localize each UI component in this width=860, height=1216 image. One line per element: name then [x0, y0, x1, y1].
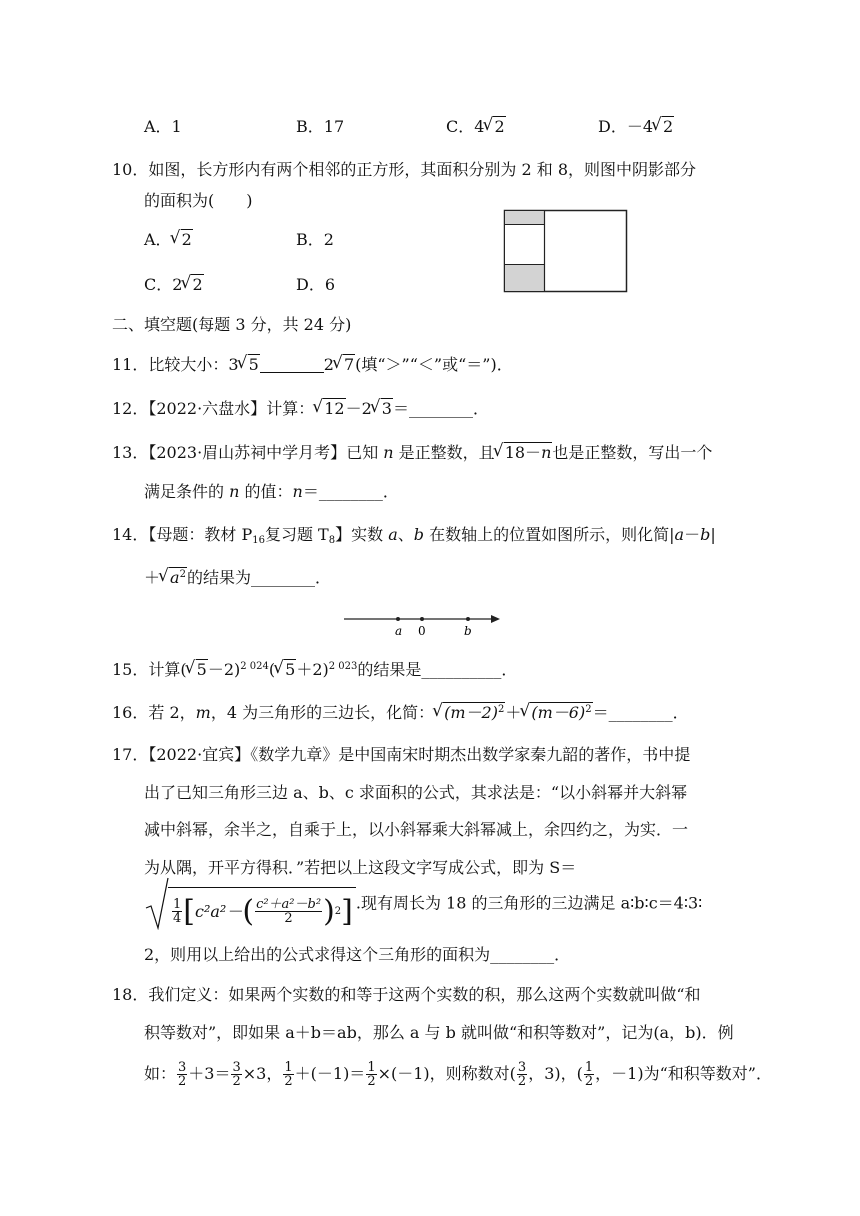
point-b: [466, 617, 470, 621]
q10-option-c: C．2√ 2: [144, 275, 204, 295]
shaded-strip-top: [505, 211, 545, 225]
q9-option-d: D．－4√ 2: [598, 117, 674, 137]
q18-line1: 18．我们定义：如果两个实数的和等于这两个实数的积，那么这两个实数就叫做“和: [112, 985, 701, 1004]
q10-line1: 10．如图，长方形内有两个相邻的正方形，其面积分别为 2 和 8，则图中阴影部分: [112, 160, 696, 179]
q10-option-a: A．√ 2: [144, 230, 193, 250]
label-b: b: [464, 624, 472, 638]
q9-option-c: C．4√ 2: [446, 117, 506, 137]
q17-line4: 为从隅，开平方得积．”若把以上这段文字写成公式，即为 S＝: [144, 858, 577, 877]
q17-line1: 17．【2022·宜宾】《数学九章》是中国南宋时期杰出数学家秦九韶的著作，书中提: [112, 745, 691, 764]
label-a: a: [395, 624, 403, 638]
q9-option-a: A．1: [144, 117, 182, 136]
q17-line6: 2，则用以上给出的公式求得这个三角形的面积为________．: [144, 945, 571, 964]
shaded-strip-bottom: [505, 265, 545, 292]
q16: 16．若 2，m，4 为三角形的三边长，化简：√ $(m-2)^2+√$ $(m-6)^2=\_\_\_\_\_\_\_\_$．: [112, 703, 689, 723]
q15: 15．计算(√ 5－2)$^{2 024}$(√ 5＋2)$^{2 023}$的结果是__________．: [112, 660, 517, 680]
q18-line2: 积等数对”，即如果 a＋b＝ab，那么 a 与 b 就叫做“和积等数对”，记为(a，b)．例: [144, 1023, 734, 1042]
q10-rectangle-figure: [503, 209, 629, 295]
q14-number-line: [340, 610, 504, 638]
q11: 11．比较大小：3√ 5 2√ 7(填“＞”“＜”或“＝”)．: [112, 355, 513, 375]
q18-line3: 如： $\frac{3}{2}$ ＋3＝ $\frac{3}{2}$ ×3， $\frac{1}{2}$ ＋(－1)＝ $\frac{1}{2}$ ×(－1)，则称数对( $\frac{3}{2}$ ，3)，( $\frac{1}{2}$ ，－1)为“和积等数对”．: [144, 1060, 772, 1089]
q17-line3: 减中斜幂，余半之，自乘于上，以小斜幂乘大斜幂减上，余四约之，为实．一: [144, 820, 689, 839]
section-heading: 二、填空题(每题 3 分，共 24 分): [112, 315, 352, 334]
q14-line2: ＋√ $a^2$的结果为________．: [144, 568, 331, 588]
q9-option-b: B．17: [296, 117, 345, 136]
q10-option-d: D．6: [296, 275, 336, 294]
small-square: [505, 225, 545, 265]
q17-line2: 出了已知三角形三边 a、b、c 求面积的公式，其求法是：“以小斜幂并大斜幂: [144, 783, 688, 802]
q10-line2: 的面积为( ): [144, 191, 253, 210]
q14-line1: 14．【母题：教材 $P_{16}$复习题 $T_8$】实数 a、b 在数轴上的位置如图所示，则化简|a－b|: [112, 525, 716, 546]
q10-option-b: B．2: [296, 230, 334, 249]
point-a: [396, 617, 400, 621]
q13-line2: 满足条件的 n 的值：n＝________．: [144, 482, 399, 501]
q13-line1: 13．【2023·眉山苏祠中学月考】已知 n 是正整数，且√ 18－n也是正整数，写出一个: [112, 443, 712, 463]
q12: 12．【2022·六盘水】计算：√ 12－2√ 3＝________．: [112, 399, 489, 419]
q17-formula: $\frac{1}{4}$ [ c²a²－ ( $\frac{\text{c²＋a²－b²}}{2}$ ) 2 ] .现有周长为 18 的三角形的三边满足 a∶b∶c＝4∶3∶: [144, 876, 702, 930]
label-zero: 0: [418, 624, 426, 638]
point-zero: [420, 617, 424, 621]
